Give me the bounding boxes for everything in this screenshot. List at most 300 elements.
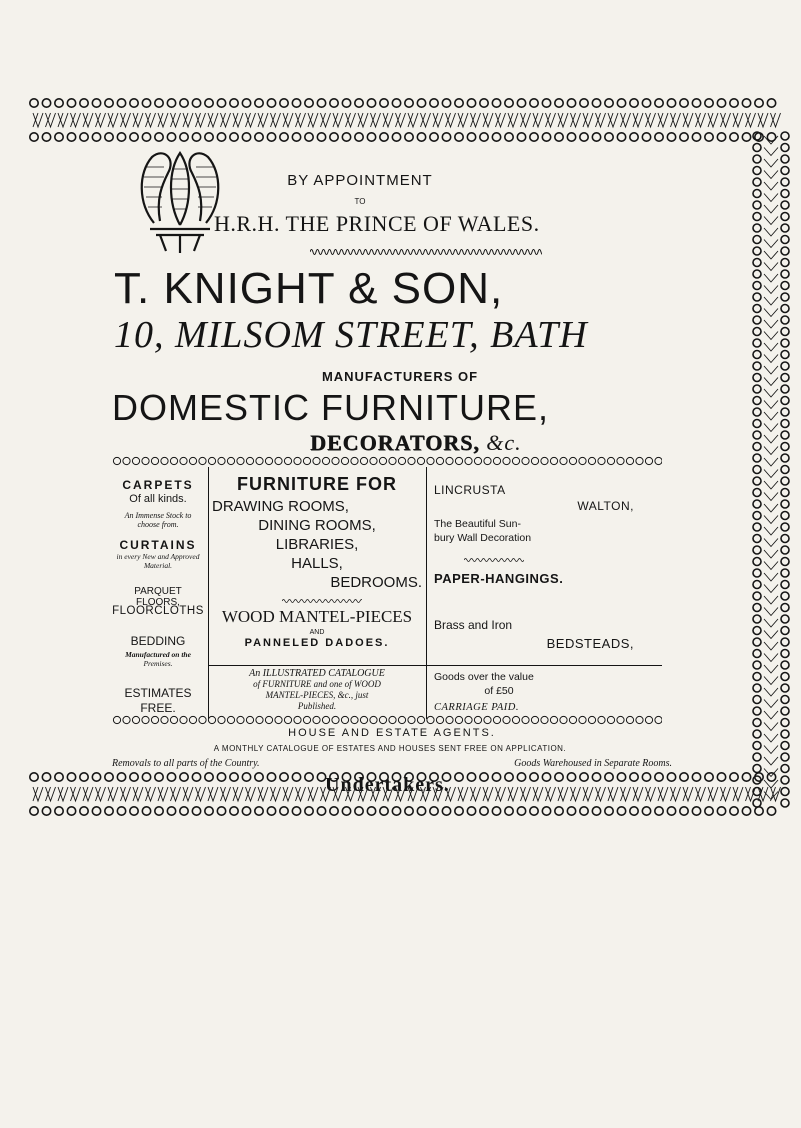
ornament-zigzag [146,113,156,127]
ornament-ring [542,99,550,107]
ornament-ring [230,133,238,141]
ornament-ring [170,716,177,723]
ornament-zigzag [121,113,131,127]
ornament-ring [753,443,761,451]
bedding-heading: BEDDING [130,634,186,648]
ornament-zigzag [321,113,331,127]
catalogue-line-4: Published. [297,701,337,711]
ornament-zigzag [671,787,681,801]
ornament-zigzag [764,550,778,558]
ornament-zigzag [158,787,168,801]
ornament-zigzag [764,711,778,719]
ornament-ring [617,457,624,464]
ornament-ring [781,489,789,497]
ornament-ring [492,807,500,815]
ornament-zigzag [46,787,56,801]
ornament-ring [781,627,789,635]
ornament-ring [781,224,789,232]
ornament-ring [753,167,761,175]
ornament-zigzag [771,113,781,127]
bedding-sub-2: Premises. [143,659,173,668]
row-divider [208,665,662,666]
ornament-ring [692,807,700,815]
ornament-zigzag [764,585,778,593]
ornament-ring [379,457,386,464]
ornament-zigzag [533,787,543,801]
ornament-ring [284,716,291,723]
ornament-zigzag [296,113,306,127]
ornament-ring [642,773,650,781]
ornament-zigzag [496,113,506,127]
ornament-ring [208,457,215,464]
ornament-ring [142,773,150,781]
ornament-ring [781,719,789,727]
ornament-zigzag [171,787,181,801]
catalogue-line-1: An ILLUSTRATED CATALOGUE [249,668,385,679]
ornament-ring [753,558,761,566]
ornament-zigzag [708,113,718,127]
ornament-ring [417,133,425,141]
ornament-zigzag [764,343,778,351]
ornament-ring [265,716,272,723]
ornament-zigzag [496,787,506,801]
ornament-ring [80,99,88,107]
ornament-ring [607,457,614,464]
furniture-for-heading: FURNITURE FOR [237,474,397,494]
ornament-zigzag [764,332,778,340]
ornament-ring [753,155,761,163]
ornament-zigzag [383,113,393,127]
ornament-zigzag [271,113,281,127]
ornament-ring [105,133,113,141]
ornament-ring [267,807,275,815]
ornament-ring [560,716,567,723]
ornament-ring [781,316,789,324]
ornament-ring [755,99,763,107]
ornament-ring [427,457,434,464]
ornament-zigzag [33,787,43,801]
bedding-sub: Manufactured on the [125,650,191,659]
ornament-ring [105,99,113,107]
ornament-zigzag [764,389,778,397]
ornament-ring [332,716,339,723]
ornament-zigzag [646,113,656,127]
ornament-ring [180,716,187,723]
ornament-ring [55,807,63,815]
ornament-zigzag [764,642,778,650]
ornament-ring [755,807,763,815]
ornament-ring [753,581,761,589]
floorcloths: FLOORCLOTHS [112,605,204,617]
ornament-ring [569,716,576,723]
ornament-ring [92,99,100,107]
bedrooms: BEDROOMS. [330,574,422,591]
ornament-ring [170,457,177,464]
ornament-ring [379,716,386,723]
ornament-zigzag [758,787,768,801]
ornament-zigzag [683,787,693,801]
ornament-ring [332,457,339,464]
ornament-ring [292,773,300,781]
ornament-ring [503,457,510,464]
ornament-ring [151,457,158,464]
ornament-ring [531,457,538,464]
ornament-ring [217,807,225,815]
ornament-ring [781,305,789,313]
ornament-ring [717,133,725,141]
ornament-ring [598,716,605,723]
ornament-ring [405,99,413,107]
ornament-zigzag [483,113,493,127]
ornament-ring [117,773,125,781]
ornament-ring [655,807,663,815]
ornament-zigzag [764,240,778,248]
royal-patron: H.R.H. THE PRINCE OF WALES. [214,211,540,236]
ornament-ring [42,807,50,815]
ornament-ring [151,716,158,723]
ornament-ring [294,716,301,723]
ornament-ring [493,457,500,464]
ornament-ring [117,99,125,107]
ornament-zigzag [446,113,456,127]
ornament-zigzag [33,113,43,127]
ornament-ring [360,457,367,464]
ornament-ring [67,773,75,781]
ornament-zigzag [371,113,381,127]
ornament-zigzag [683,113,693,127]
ornament-ring [781,569,789,577]
ornament-zigzag [721,787,731,801]
ornament-ring [42,133,50,141]
ornament-zigzag [764,665,778,673]
ornament-ring [753,753,761,761]
ornament-ring [588,457,595,464]
ornament-ring [427,716,434,723]
ornament-ring [742,99,750,107]
ornament-zigzag [108,787,118,801]
ornament-zigzag [746,113,756,127]
and-word: AND [309,629,325,636]
ornament-zigzag [621,113,631,127]
ornament-ring [92,133,100,141]
brass-and-iron: Brass and Iron [434,618,513,632]
ornament-ring [355,133,363,141]
ornament-ring [753,466,761,474]
ornament-ring [655,133,663,141]
ornament-ring [555,99,563,107]
ornament-zigzag [764,263,778,271]
ornament-zigzag [583,787,593,801]
decorative-border-top [28,98,788,142]
ornament-ring [567,807,575,815]
ornament-ring [305,99,313,107]
ornament-ring [480,133,488,141]
ornament-ring [155,773,163,781]
ornament-ring [636,716,643,723]
ornament-ring [605,773,613,781]
ornament-ring [655,457,662,464]
bury-wall-decoration: bury Wall Decoration [434,532,532,544]
ornament-ring [330,807,338,815]
ornament-ring [753,190,761,198]
ornament-zigzag [621,787,631,801]
ornament-zigzag [764,366,778,374]
ornament-ring [753,144,761,152]
ornament-ring [205,99,213,107]
ornament-ring [517,133,525,141]
ornament-ring [132,716,139,723]
decorators-heading [310,430,522,456]
ornament-ring [753,328,761,336]
ornament-zigzag [764,596,778,604]
ornament-ring [322,457,329,464]
ornament-ring [579,457,586,464]
ornament-ring [753,477,761,485]
ornament-ring [580,99,588,107]
ornament-ring [117,807,125,815]
ornament-ring [753,673,761,681]
house-estate-agents: HOUSE AND ESTATE AGENTS. [288,727,496,739]
ornament-zigzag [396,113,406,127]
ornament-ring [592,133,600,141]
ornament-zigzag [764,734,778,742]
ornament-ring [430,807,438,815]
ornament-ring [280,807,288,815]
ornament-ring [467,99,475,107]
ornament-zigzag [764,654,778,662]
ornament-zigzag [171,113,181,127]
ornament-ring [630,773,638,781]
ornament-ring [781,339,789,347]
ornament-zigzag [46,113,56,127]
ornament-zigzag [196,787,206,801]
ornament-ring [237,716,244,723]
ornament-zigzag [764,516,778,524]
ornament-ring [705,807,713,815]
ornament-ring [781,201,789,209]
ornament-ring [389,716,396,723]
estimates-free: FREE. [140,701,176,715]
ornament-ring [781,213,789,221]
ornament-ring [417,99,425,107]
ornament-zigzag [764,171,778,179]
ornament-ring [680,133,688,141]
ornament-ring [753,351,761,359]
ornament-ring [218,457,225,464]
ornament-zigzag [258,787,268,801]
ornament-ring [192,807,200,815]
ornament-ring [555,773,563,781]
ornament-ring [617,773,625,781]
ornament-ring [217,773,225,781]
ornament-ring [493,716,500,723]
ornament-zigzag [458,113,468,127]
ornament-ring [781,190,789,198]
ornament-ring [630,99,638,107]
ornament-ring [753,454,761,462]
lincrusta: LINCRUSTA [434,483,506,497]
ornament-ring [781,443,789,451]
ornament-ring [367,99,375,107]
ornament-ring [255,133,263,141]
ornament-zigzag [764,481,778,489]
etc-text: &c. [486,430,522,455]
ornament-ring [730,807,738,815]
ornament-ring [313,457,320,464]
ornament-ring [505,99,513,107]
ornament-ring [455,133,463,141]
ornament-zigzag [183,787,193,801]
ornament-ring [753,247,761,255]
ornament-zigzag [83,113,93,127]
ornament-zigzag [358,113,368,127]
ornament-zigzag [546,787,556,801]
ornament-ring [246,457,253,464]
ornament-ring [781,546,789,554]
ornament-ring [242,133,250,141]
ornament-ring [484,716,491,723]
ornament-ring [317,99,325,107]
ornament-ring [351,716,358,723]
ornament-zigzag [233,787,243,801]
ornament-ring [781,408,789,416]
ornament-ring [781,523,789,531]
ornament-ring [517,99,525,107]
dining-rooms: DINING ROOMS, [258,517,376,534]
ornament-ring [199,457,206,464]
appointment-line: BY APPOINTMENT [287,172,433,189]
ornament-zigzag [671,113,681,127]
ornament-zigzag [764,631,778,639]
ornament-zigzag [458,787,468,801]
ornament-zigzag [296,787,306,801]
ornament-zigzag [764,700,778,708]
ornament-zigzag [596,113,606,127]
ornament-ring [205,807,213,815]
ornament-ring [550,457,557,464]
ornament-zigzag [721,113,731,127]
ornament-zigzag [133,787,143,801]
ornament-ring [408,457,415,464]
ornament-zigzag [764,723,778,731]
ornament-ring [645,716,652,723]
ornament-ring [753,305,761,313]
ornament-ring [642,99,650,107]
ornament-ring [280,133,288,141]
ornament-zigzag [764,562,778,570]
goods-over-value: Goods over the value [434,671,534,683]
ornament-zigzag [746,787,756,801]
ornament-ring [655,773,663,781]
ornament-ring [781,535,789,543]
wavy-rule-small [282,598,362,604]
ornament-ring [605,133,613,141]
ornament-ring [580,807,588,815]
ornament-zigzag [764,757,778,765]
ornament-ring [455,773,463,781]
ornament-zigzag [508,113,518,127]
ornament-ring [753,650,761,658]
ornament-zigzag [733,787,743,801]
ornament-ring [380,99,388,107]
panneled-dadoes: PANNELED DADOES. [244,637,390,649]
ornament-zigzag [764,182,778,190]
ornament-ring [30,99,38,107]
ornament-ring [781,144,789,152]
ornament-ring [392,99,400,107]
ornament-ring [753,661,761,669]
ornament-ring [530,773,538,781]
ornament-ring [781,500,789,508]
ornament-ring [742,773,750,781]
ornament-ring [436,457,443,464]
ornament-zigzag [658,113,668,127]
ornament-ring [67,807,75,815]
ornament-ring [492,99,500,107]
ornament-ring [180,457,187,464]
ornament-ring [569,457,576,464]
ornament-zigzag [558,787,568,801]
stock-text-2: choose from. [137,520,179,529]
ornament-ring [342,807,350,815]
ornament-ring [322,716,329,723]
ornament-ring [781,167,789,175]
ornament-ring [630,133,638,141]
ornament-ring [42,99,50,107]
ornament-ring [142,133,150,141]
ornament-ring [717,99,725,107]
ornament-ring [560,457,567,464]
ornament-ring [67,99,75,107]
ornament-zigzag [308,787,318,801]
ornament-zigzag [764,424,778,432]
ornament-zigzag [408,113,418,127]
ornament-ring [753,259,761,267]
ornament-ring [480,773,488,781]
ornament-ring [767,773,775,781]
ornament-ring [588,716,595,723]
ornament-zigzag [764,194,778,202]
ornament-zigzag [583,113,593,127]
ornament-ring [130,133,138,141]
ornament-ring [753,569,761,577]
ornament-ring [781,259,789,267]
ornament-zigzag [271,787,281,801]
ornament-ring [592,807,600,815]
ornament-zigzag [764,136,778,144]
ornament-ring [161,716,168,723]
ornament-ring [742,133,750,141]
ornament-ring [753,408,761,416]
ornament-zigzag [533,113,543,127]
ornament-ring [555,807,563,815]
ornament-zigzag [758,113,768,127]
ornament-zigzag [521,113,531,127]
ornament-ring [80,807,88,815]
ornament-ring [370,457,377,464]
ornament-ring [30,773,38,781]
ornament-ring [753,615,761,623]
ornament-ring [692,99,700,107]
carriage-paid: CARRIAGE PAID. [434,702,519,713]
ornament-ring [567,133,575,141]
ornament-ring [442,133,450,141]
ornament-ring [205,773,213,781]
ornament-ring [317,807,325,815]
ornament-ring [205,133,213,141]
ornament-zigzag [708,787,718,801]
ornament-zigzag [308,113,318,127]
